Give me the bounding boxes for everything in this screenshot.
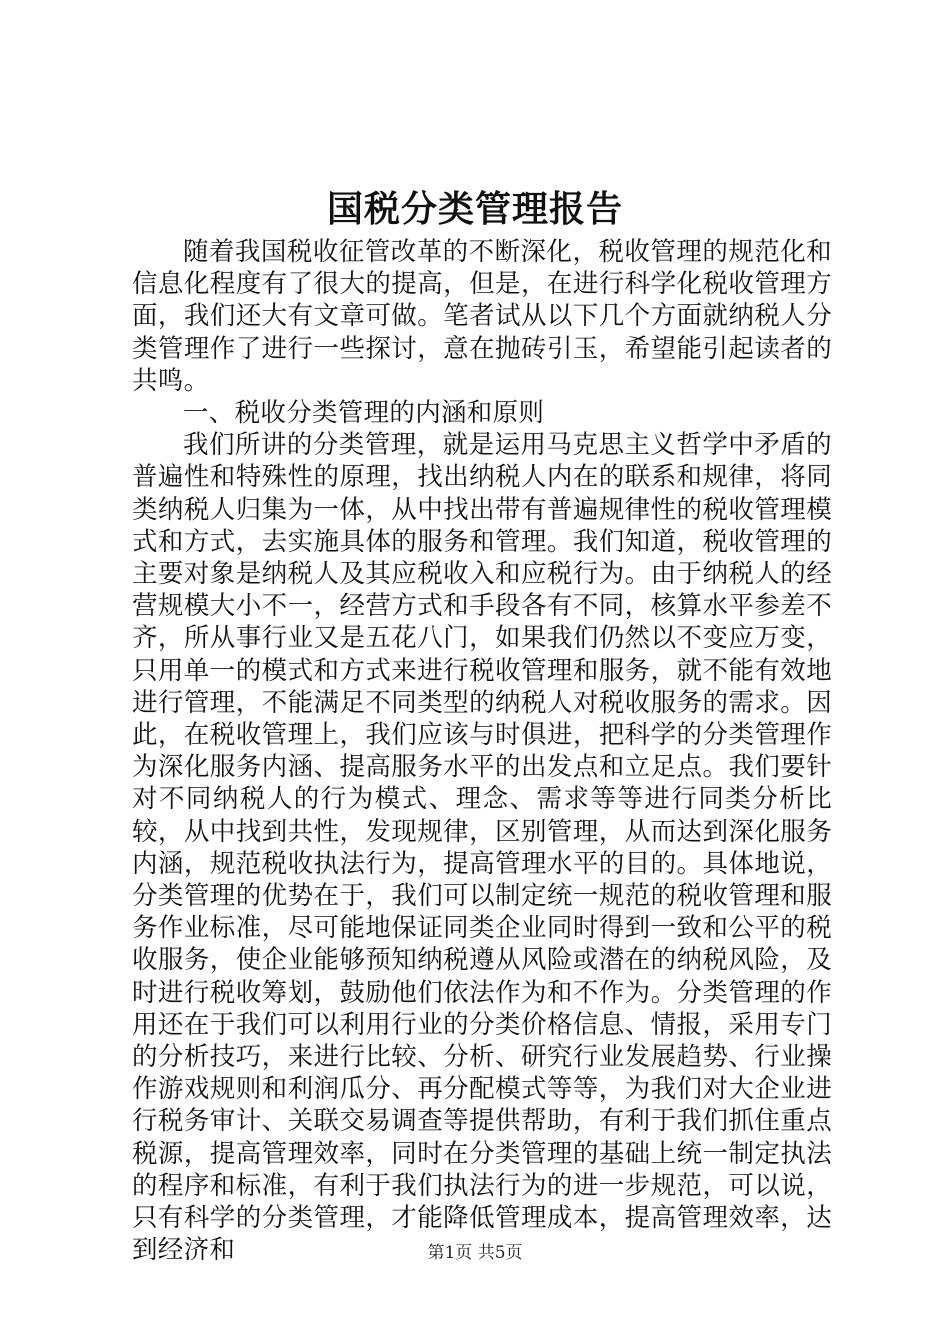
section-paragraph: 我们所讲的分类管理，就是运用马克思主义哲学中矛盾的普遍性和特殊性的原理，找出纳税人内在的联系和规律，将同类纳税人归集为一体，从中找出带有普遍规律性的税收管理模式和方式，去实施具体的服务和管理。我们知道，税收管理的主要对象是纳税人及其应税收入和应税行为。由于纳税人的经营规模大小不一，经营方式和手段各有不同，核算水平参差不齐，所从事行业又是五花八门，如果我们仍然以不变应万变，只用单一的模式和方式来进行税收管理和服务，就不能有效地进行管理，不能满足不同类型的纳税人对税收服务的需求。因此，在税收管理上，我们应该与时俱进，把科学的分类管理作为深化服务内涵、提高服务水平的出发点和立足点。我们要针对不同纳税人的行为模式、理念、需求等等进行同类分析比较，从中找到共性，发现规律，区别管理，从而达到深化服务内涵，规范税收执法行为，提高管理水平的目的。具体地说，分类管理的优势在于，我们可以制定统一规范的税收管理和服务作业标准，尽可能地保证同类企业同时得到一致和公平的税收服务，使企业能够预知纳税遵从风险或潜在的纳税风险，及时进行税收筹划，鼓励他们依法作为和不作为。分类管理的作用还在于我们可以利用行业的分类价格信息、情报，采用专门的分析技巧，来进行比较、分析、研究行业发展趋势、行业操作游戏规则和利润瓜分、再分配模式等等，为我们对大企业进行税务审计、关联交易调查等提供帮助，有利于我们抓住重点税源，提高管理效率，同时在分类管理的基础上统一制定执法的程序和标准，有利于我们执法行为的进一步规范，可以说，只有科学的分类管理，才能降低管理成本，提高管理效率，达到经济和 [132,430,832,1266]
intro-paragraph: 随着我国税收征管改革的不断深化，税收管理的规范化和信息化程度有了很大的提高，但是，在进行科学化税收管理方面，我们还大有文章可做。笔者试从以下几个方面就纳税人分类管理作了进行一些探讨，意在抛砖引玉，希望能引起读者的共鸣。 [132,237,832,396]
document-body [132,236,832,1267]
page-footer: 第1页 共5页 [427,1243,523,1263]
document-title: 国税分类管理报告 [326,188,623,230]
section-heading: 一、税收分类管理的内涵和原则 [183,398,545,429]
